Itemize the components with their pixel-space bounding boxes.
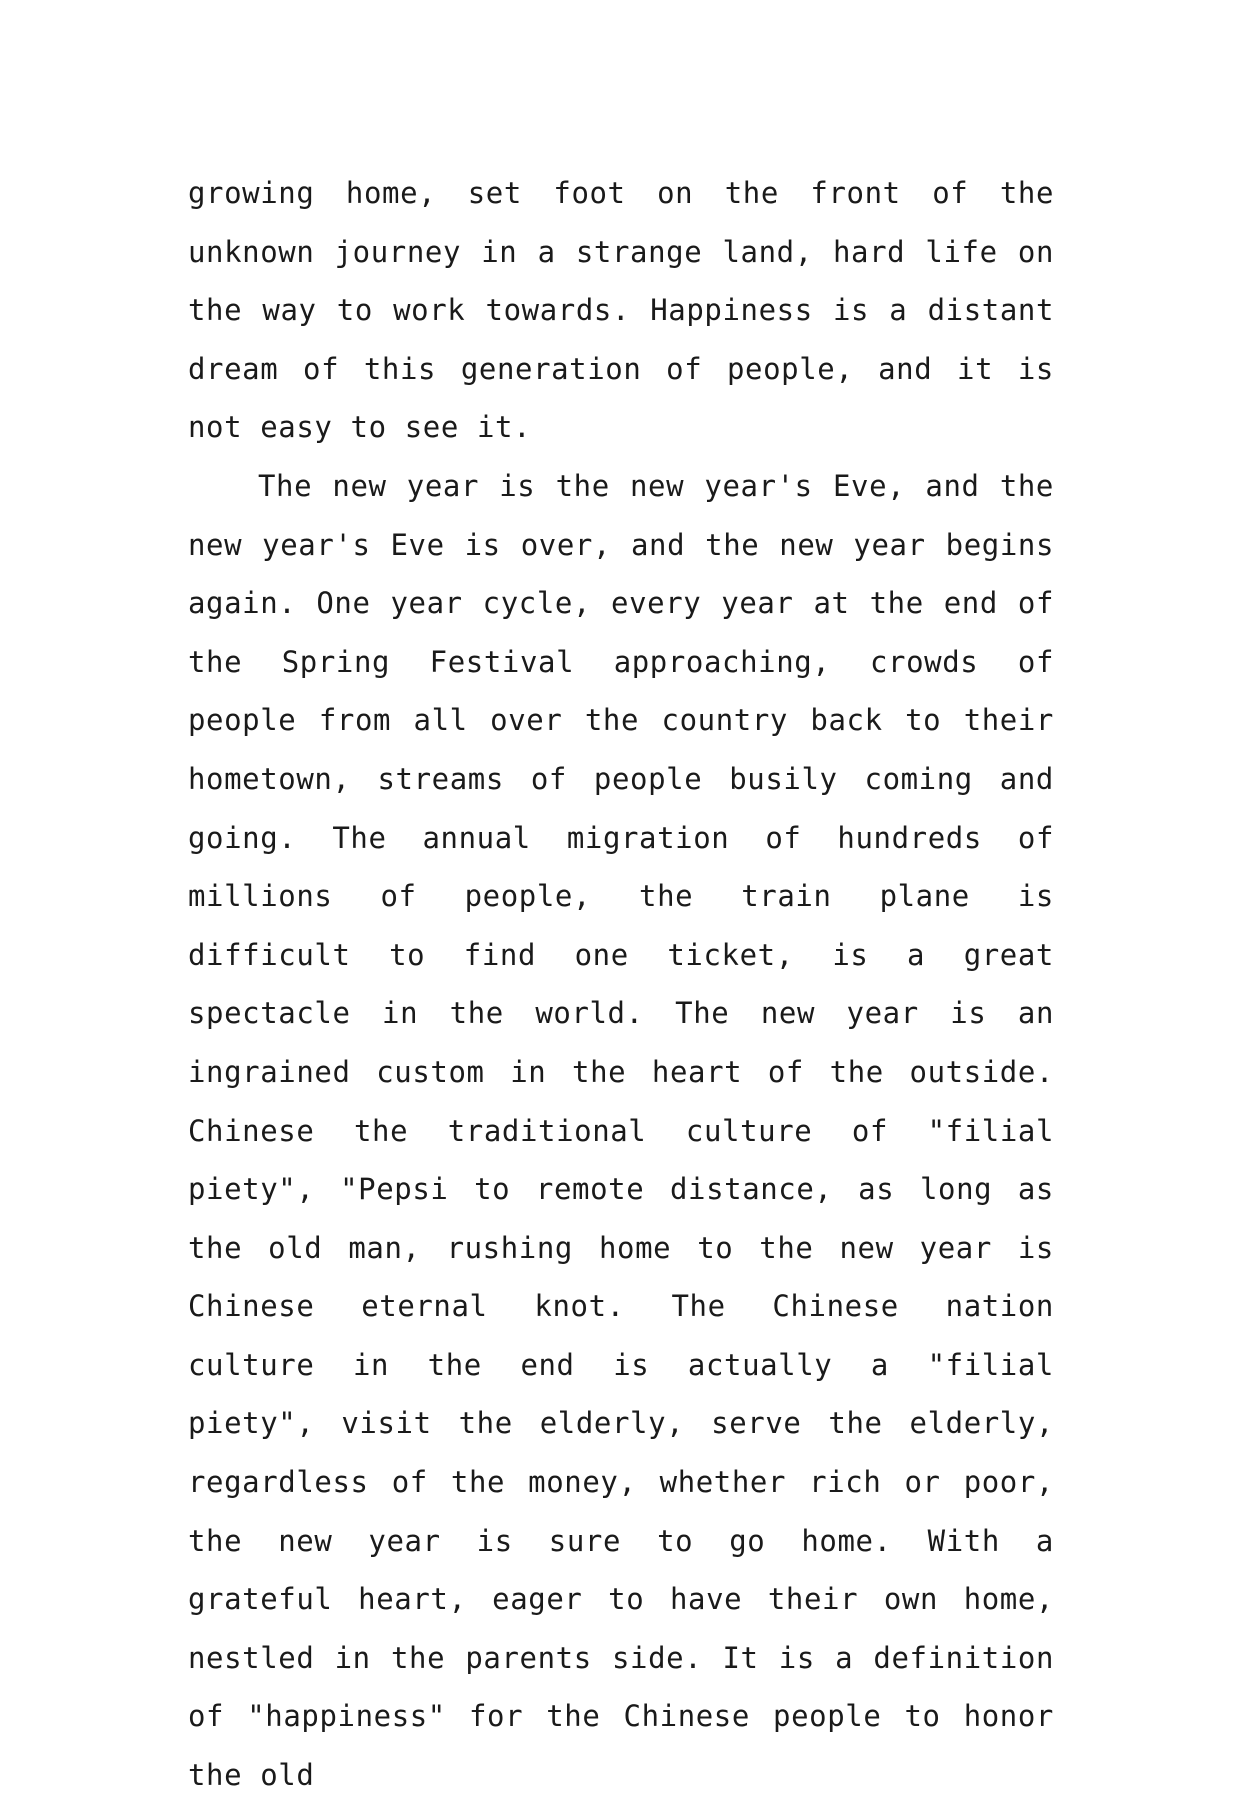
- paragraph-new-year: The new year is the new year's Eve, and the new year's Eve is over, and the new year begins again. One year cycle, every year at the end of the Spring Festival approaching, crowds of people from all over the country back to their hometown, streams of people busily coming and going. The annual migration of hundreds of millions of people, the train plane is difficult to find one ticket, is a great spectacle in the world. The new year is an ingrained custom in the heart of the outside. Chinese the traditional culture of "filial piety", "Pepsi to remote distance, as long as the old man, rushing home to the new year is Chinese eternal knot. The Chinese nation culture in the end is actually a "filial piety", visit the elderly, serve the elderly, regardless of the money, whether rich or poor, the new year is sure to go home. With a grateful heart, eager to have their own home, nestled in the parents side. It is a definition of "happiness" for the Chinese people to honor the old: [188, 468, 1054, 1793]
- body-text: [188, 164, 1054, 1805]
- paragraph-continuation: growing home, set foot on the front of the unknown journey in a strange land, hard life on the way to work towards. Happiness is a distant dream of this generation of people, and it is not easy to see it.: [188, 176, 1054, 445]
